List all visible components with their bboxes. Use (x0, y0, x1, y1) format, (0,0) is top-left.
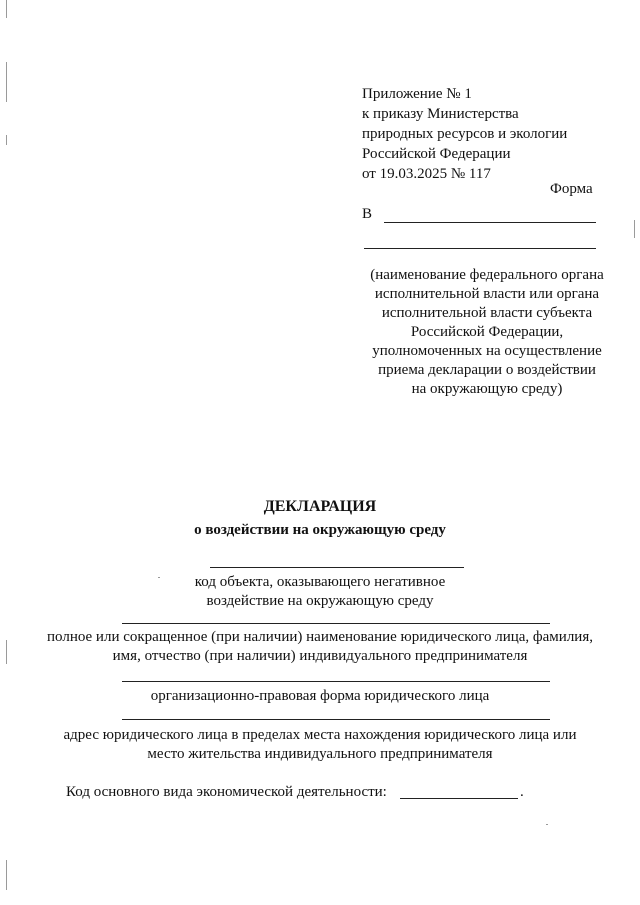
authority-note-line: уполномоченных на осуществление (372, 343, 602, 359)
scan-edge-mark (6, 135, 7, 145)
caption-line: адрес юридического лица в пределах места нахождения юридического лица или (63, 727, 577, 743)
legal-form-line[interactable] (122, 681, 550, 682)
document-title: ДЕКЛАРАЦИЯ (263, 498, 377, 515)
entity-name-caption (0, 628, 640, 666)
okved-value-line[interactable] (400, 798, 518, 799)
document-subtitle: о воздействии на окружающую среду (194, 522, 446, 538)
scan-speck (158, 577, 160, 578)
scan-edge-mark (634, 220, 635, 238)
authority-note-line: на окружающую среду) (411, 381, 563, 397)
okved-label: Код основного вида экономической деятельности: (66, 784, 387, 800)
appendix-country: Российской Федерации (362, 146, 511, 162)
okved-end-mark: . (520, 784, 524, 800)
authority-note (362, 266, 612, 399)
addressee-line-2[interactable] (364, 248, 596, 249)
addressee-prefix: В (362, 206, 373, 222)
caption-line: воздействие на окружающую среду (206, 593, 434, 609)
appendix-order-ref: к приказу Министерства (362, 106, 519, 122)
caption-line: код объекта, оказывающего негативное (194, 574, 446, 590)
scan-speck (546, 824, 548, 825)
caption-line: имя, отчество (при наличии) индивидуального предпринимателя (112, 648, 528, 664)
caption-line: организационно-правовая форма юридического лица (150, 688, 490, 704)
scan-edge-mark (6, 62, 7, 102)
authority-note-line: исполнительной власти или органа (374, 286, 600, 302)
address-line[interactable] (122, 719, 550, 720)
authority-note-line: исполнительной власти субъекта (381, 305, 593, 321)
appendix-number: Приложение № 1 (362, 86, 472, 102)
scan-edge-mark (6, 860, 7, 890)
appendix-ministry: природных ресурсов и экологии (362, 126, 568, 142)
authority-note-line: (наименование федерального органа (370, 267, 604, 283)
addressee-line[interactable] (384, 222, 596, 223)
entity-name-line[interactable] (122, 623, 550, 624)
appendix-block (362, 84, 567, 184)
object-code-caption (0, 573, 640, 611)
scan-edge-mark (6, 0, 7, 18)
legal-form-caption (0, 687, 640, 706)
address-caption (0, 726, 640, 764)
appendix-date-number: от 19.03.2025 № 117 (362, 166, 491, 182)
object-code-line[interactable] (210, 567, 464, 568)
caption-line: полное или сокращенное (при наличии) наименование юридического лица, фамилия, (47, 629, 593, 645)
authority-note-line: приема декларации о воздействии (378, 362, 596, 378)
form-label: Форма (550, 181, 593, 197)
authority-note-line: Российской Федерации, (410, 324, 564, 340)
caption-line: место жительства индивидуального предпринимателя (147, 746, 493, 762)
